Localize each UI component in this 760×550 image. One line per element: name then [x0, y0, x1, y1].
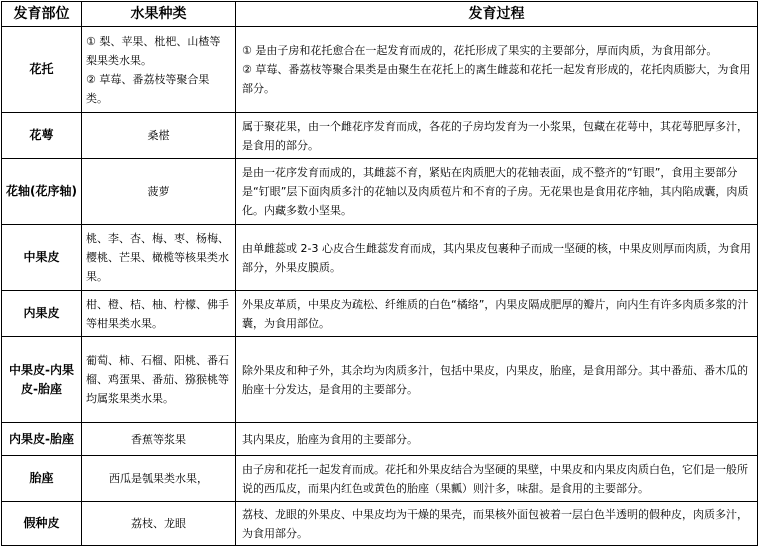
- cell-part: 中果皮-内果皮-胎座: [2, 337, 82, 423]
- cell-fruit: 桃、李、杏、梅、枣、杨梅、樱桃、芒果、橄榄等核果类水果。: [82, 225, 236, 291]
- cell-process: 外果皮革质，中果皮为疏松、纤维质的白色“橘络”，内果皮隔成肥厚的瓣片，向内生有许多肉质多浆的汁囊，为食用部位。: [236, 291, 758, 337]
- cell-part: 花萼: [2, 113, 82, 159]
- table-row: [2, 291, 758, 337]
- process-line: ① 是由子房和花托愈合在一起发育而成的，花托形成了果实的主要部分，厚而肉质，为食用部分。: [242, 44, 718, 57]
- cell-part: 内果皮-胎座: [2, 423, 82, 456]
- table-row: [2, 27, 758, 113]
- cell-fruit: 葡萄、柿、石榴、阳桃、番石榴、鸡蛋果、番茄、猕猴桃等均属浆果类水果。: [82, 337, 236, 423]
- cell-process: 除外果皮和种子外，其余均为肉质多汁，包括中果皮，内果皮，胎座，是食用部分。其中番茄、番木瓜的胎座十分发达，是食用的主要部分。: [236, 337, 758, 423]
- cell-part: 胎座: [2, 456, 82, 502]
- table-row: [2, 225, 758, 291]
- table-row: [2, 159, 758, 225]
- cell-process: 荔枝、龙眼的外果皮、中果皮均为干燥的果壳，而果核外面包被着一层白色半透明的假种皮，肉质多汁，为食用部分。: [236, 502, 758, 546]
- cell-part: 假种皮: [2, 502, 82, 546]
- header-row: [2, 2, 758, 27]
- table-row: [2, 423, 758, 456]
- cell-process: 属于聚花果，由一个雌花序发育而成，各花的子房均发育为一小浆果，包藏在花萼中，其花萼肥厚多汁，是食用的部分。: [236, 113, 758, 159]
- process-line: ② 草莓、番荔枝等聚合果类是由聚生在花托上的离生雌蕊和花托一起发育形成的，花托肉质膨大，为食用部分。: [242, 63, 751, 95]
- cell-part: 中果皮: [2, 225, 82, 291]
- cell-process: 其内果皮，胎座为食用的主要部分。: [236, 423, 758, 456]
- cell-process: 是由一花序发育而成的，其雌蕊不育，紧贴在肉质肥大的花轴表面，成不整齐的“钉眼”，食用主要部分是“钉眼”层下面肉质多汁的花轴以及肉质苞片和不育的子房。无花果也是食用花序轴，其内陷成囊，肉质化。内藏多数小坚果。: [236, 159, 758, 225]
- cell-part: 内果皮: [2, 291, 82, 337]
- cell-process: 由单雌蕊或 2-3 心皮合生雌蕊发育而成，其内果皮包裹种子而成一坚硬的核，中果皮则厚而肉质，为食用部分，外果皮膜质。: [236, 225, 758, 291]
- fruit-line: ① 梨、苹果、枇杷、山楂等梨果类水果。: [86, 34, 221, 67]
- cell-fruit: 西瓜是瓠果类水果，: [82, 456, 236, 502]
- cell-fruit: 桑椹: [82, 113, 236, 159]
- cell-fruit: 荔枝、龙眼: [82, 502, 236, 546]
- table-row: [2, 502, 758, 546]
- cell-fruit: 柑、橙、桔、柚、柠檬、佛手等柑果类水果。: [82, 291, 236, 337]
- cell-fruit: [82, 27, 236, 113]
- header-part: 发育部位: [2, 2, 82, 27]
- cell-fruit: 香蕉等浆果: [82, 423, 236, 456]
- cell-part: 花轴(花序轴): [2, 159, 82, 225]
- table-row: [2, 337, 758, 423]
- cell-fruit: 菠萝: [82, 159, 236, 225]
- fruit-development-table: [1, 1, 758, 546]
- header-process: 发育过程: [236, 2, 758, 27]
- cell-process: 由子房和花托一起发育而成。花托和外果皮结合为坚硬的果壁，中果皮和内果皮肉质白色，它们是一般所说的西瓜皮，而果内红色或黄色的胎座（果瓤）则汁多，味甜。是食用的主要部分。: [236, 456, 758, 502]
- table-row: [2, 113, 758, 159]
- cell-process: [236, 27, 758, 113]
- header-fruit: 水果种类: [82, 2, 236, 27]
- fruit-line: ② 草莓、番荔枝等聚合果类。: [86, 72, 210, 105]
- cell-part: 花托: [2, 27, 82, 113]
- table-row: [2, 456, 758, 502]
